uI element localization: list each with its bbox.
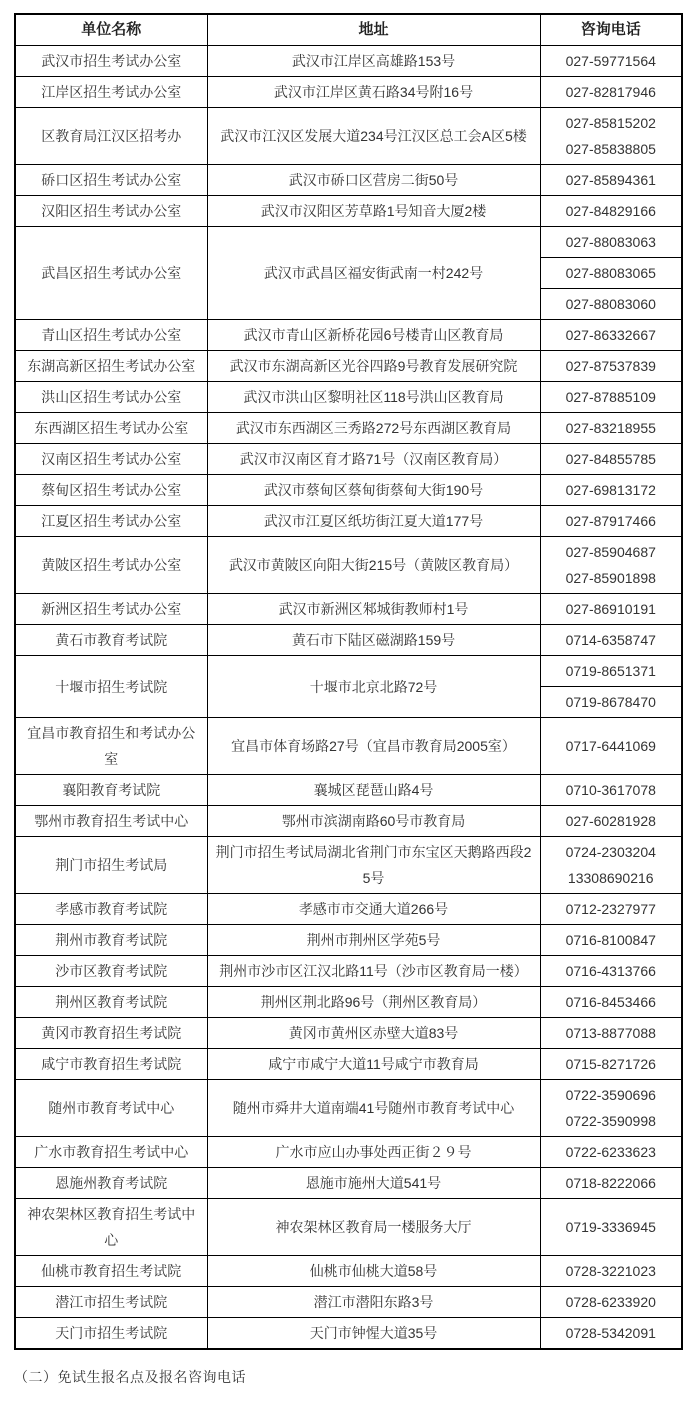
- phone-cell: 0719-8651371: [540, 656, 682, 687]
- address-cell: 武汉市东湖高新区光谷四路9号教育发展研究院: [207, 351, 540, 382]
- phone-cell: 027-88083060: [540, 289, 682, 320]
- unit-name-cell: 神农架林区教育招生考试中心: [15, 1199, 207, 1256]
- unit-name-cell: 仙桃市教育招生考试院: [15, 1256, 207, 1287]
- phone-number: 027-85904687: [565, 544, 656, 560]
- unit-name-cell: 十堰市招生考试院: [15, 656, 207, 718]
- phone-number: 0724-2303204: [565, 844, 656, 860]
- address-cell: 武汉市江夏区纸坊街江夏大道177号: [207, 506, 540, 537]
- phone-cell: [540, 625, 682, 656]
- phone-cell: [540, 1168, 682, 1199]
- address-cell: 武汉市武昌区福安街武南一村242号: [207, 227, 540, 320]
- address-cell: 武汉市硚口区营房二街50号: [207, 165, 540, 196]
- header-unit-name: 单位名称: [15, 14, 207, 46]
- table-row: [15, 475, 682, 506]
- address-cell: 武汉市江岸区黄石路34号附16号: [207, 77, 540, 108]
- phone-number: 0710-3617078: [565, 782, 656, 798]
- phone-cell: [540, 1256, 682, 1287]
- unit-name-cell: 区教育局江汉区招考办: [15, 108, 207, 165]
- phone-cell: [540, 1287, 682, 1318]
- phone-cell: [540, 987, 682, 1018]
- phone-cell: [540, 1080, 682, 1137]
- table-row: [15, 625, 682, 656]
- unit-name-cell: 黄石市教育考试院: [15, 625, 207, 656]
- phone-number: 027-60281928: [565, 813, 656, 829]
- phone-number: 027-69813172: [565, 482, 656, 498]
- address-cell: 孝感市市交通大道266号: [207, 894, 540, 925]
- unit-name-cell: 江夏区招生考试办公室: [15, 506, 207, 537]
- unit-name-cell: 天门市招生考试院: [15, 1318, 207, 1350]
- header-phone: 咨询电话: [540, 14, 682, 46]
- phone-number: 027-87537839: [565, 358, 656, 374]
- table-row: [15, 196, 682, 227]
- phone-cell: [540, 894, 682, 925]
- unit-name-cell: 鄂州市教育招生考试中心: [15, 806, 207, 837]
- phone-number: 027-84829166: [565, 203, 656, 219]
- unit-name-cell: 新洲区招生考试办公室: [15, 594, 207, 625]
- phone-number: 0728-5342091: [565, 1325, 656, 1341]
- table-row: [15, 77, 682, 108]
- phone-number: 0716-4313766: [565, 963, 656, 979]
- phone-cell: [540, 718, 682, 775]
- phone-cell: [540, 1137, 682, 1168]
- address-cell: 鄂州市滨湖南路60号市教育局: [207, 806, 540, 837]
- address-cell: 武汉市新洲区邾城街教师村1号: [207, 594, 540, 625]
- table-row: [15, 165, 682, 196]
- unit-name-cell: 黄冈市教育招生考试院: [15, 1018, 207, 1049]
- address-cell: 黄冈市黄州区赤壁大道83号: [207, 1018, 540, 1049]
- table-row: [15, 320, 682, 351]
- unit-name-cell: 广水市教育招生考试中心: [15, 1137, 207, 1168]
- address-cell: 襄城区琵琶山路4号: [207, 775, 540, 806]
- table-row: [15, 1168, 682, 1199]
- phone-number: 027-82817946: [565, 84, 656, 100]
- table-row: [15, 1080, 682, 1137]
- phone-cell: [540, 1018, 682, 1049]
- phone-cell: [540, 77, 682, 108]
- table-row: [15, 1199, 682, 1256]
- address-cell: 恩施市施州大道541号: [207, 1168, 540, 1199]
- unit-name-cell: 东西湖区招生考试办公室: [15, 413, 207, 444]
- phone-number: 027-86910191: [565, 601, 656, 617]
- phone-number: 027-59771564: [565, 53, 656, 69]
- unit-name-cell: 恩施州教育考试院: [15, 1168, 207, 1199]
- address-cell: 随州市舜井大道南端41号随州市教育考试中心: [207, 1080, 540, 1137]
- address-cell: 武汉市江汉区发展大道234号江汉区总工会A区5楼: [207, 108, 540, 165]
- table-row: [15, 351, 682, 382]
- table-row: [15, 956, 682, 987]
- unit-name-cell: 汉南区招生考试办公室: [15, 444, 207, 475]
- phone-cell: [540, 506, 682, 537]
- phone-cell: [540, 444, 682, 475]
- phone-cell: 027-88083065: [540, 258, 682, 289]
- phone-cell: [540, 165, 682, 196]
- contact-table: [14, 13, 683, 1350]
- table-row: [15, 227, 682, 258]
- table-row: [15, 382, 682, 413]
- unit-name-cell: 宜昌市教育招生和考试办公室: [15, 718, 207, 775]
- phone-cell: [540, 956, 682, 987]
- address-cell: 武汉市江岸区高雄路153号: [207, 46, 540, 77]
- address-cell: 武汉市黄陂区向阳大街215号（黄陂区教育局）: [207, 537, 540, 594]
- unit-name-cell: 江岸区招生考试办公室: [15, 77, 207, 108]
- address-cell: 广水市应山办事处西正街２９号: [207, 1137, 540, 1168]
- phone-cell: [540, 837, 682, 894]
- unit-name-cell: 蔡甸区招生考试办公室: [15, 475, 207, 506]
- phone-cell: [540, 594, 682, 625]
- phone-cell: [540, 1049, 682, 1080]
- unit-name-cell: 硚口区招生考试办公室: [15, 165, 207, 196]
- table-row: [15, 1018, 682, 1049]
- table-row: [15, 594, 682, 625]
- unit-name-cell: 洪山区招生考试办公室: [15, 382, 207, 413]
- address-cell: 荆州市沙市区江汉北路11号（沙市区教育局一楼）: [207, 956, 540, 987]
- table-row: [15, 506, 682, 537]
- phone-cell: 027-88083063: [540, 227, 682, 258]
- phone-cell: [540, 413, 682, 444]
- unit-name-cell: 武汉市招生考试办公室: [15, 46, 207, 77]
- phone-number: 027-87917466: [565, 513, 656, 529]
- phone-cell: [540, 351, 682, 382]
- phone-cell: [540, 108, 682, 165]
- phone-number: 027-83218955: [565, 420, 656, 436]
- table-row: [15, 656, 682, 687]
- phone-cell: [540, 382, 682, 413]
- header-row: [15, 14, 682, 46]
- table-row: [15, 444, 682, 475]
- table-row: [15, 718, 682, 775]
- phone-cell: [540, 806, 682, 837]
- address-cell: 武汉市青山区新桥花园6号楼青山区教育局: [207, 320, 540, 351]
- phone-number: 027-85894361: [565, 172, 656, 188]
- unit-name-cell: 咸宁市教育招生考试院: [15, 1049, 207, 1080]
- unit-name-cell: 荆州区教育考试院: [15, 987, 207, 1018]
- unit-name-cell: 潜江市招生考试院: [15, 1287, 207, 1318]
- address-cell: 仙桃市仙桃大道58号: [207, 1256, 540, 1287]
- phone-number: 0722-6233623: [565, 1144, 656, 1160]
- phone-number: 0715-8271726: [565, 1056, 656, 1072]
- unit-name-cell: 襄阳教育考试院: [15, 775, 207, 806]
- phone-number: 0728-6233920: [565, 1294, 656, 1310]
- phone-cell: [540, 1318, 682, 1350]
- table-row: [15, 537, 682, 594]
- address-cell: 武汉市汉南区育才路71号（汉南区教育局）: [207, 444, 540, 475]
- address-cell: 黄石市下陆区磁湖路159号: [207, 625, 540, 656]
- table-row: [15, 1318, 682, 1350]
- phone-number: 0717-6441069: [565, 738, 656, 754]
- table-row: [15, 894, 682, 925]
- table-header: [15, 14, 682, 46]
- phone-number: 0712-2327977: [565, 901, 656, 917]
- phone-cell: [540, 320, 682, 351]
- phone-number: 0722-3590998: [565, 1113, 656, 1129]
- table-row: [15, 413, 682, 444]
- unit-name-cell: 随州市教育考试中心: [15, 1080, 207, 1137]
- phone-cell: [540, 775, 682, 806]
- unit-name-cell: 荆门市招生考试局: [15, 837, 207, 894]
- address-cell: 天门市钟惺大道35号: [207, 1318, 540, 1350]
- table-row: [15, 837, 682, 894]
- table-row: [15, 1049, 682, 1080]
- address-cell: 荆州市荆州区学苑5号: [207, 925, 540, 956]
- table-row: [15, 46, 682, 77]
- table-row: [15, 987, 682, 1018]
- phone-number: 0716-8100847: [565, 932, 656, 948]
- unit-name-cell: 孝感市教育考试院: [15, 894, 207, 925]
- phone-cell: [540, 1199, 682, 1256]
- address-cell: 武汉市洪山区黎明社区118号洪山区教育局: [207, 382, 540, 413]
- phone-cell: [540, 196, 682, 227]
- phone-number: 13308690216: [567, 870, 654, 886]
- phone-number: 027-87885109: [565, 389, 656, 405]
- phone-number: 0713-8877088: [565, 1025, 656, 1041]
- table-row: [15, 1287, 682, 1318]
- table-body: [15, 46, 682, 1350]
- address-cell: 潜江市潜阳东路3号: [207, 1287, 540, 1318]
- table-row: [15, 806, 682, 837]
- unit-name-cell: 武昌区招生考试办公室: [15, 227, 207, 320]
- phone-number: 027-85901898: [565, 570, 656, 586]
- table-row: [15, 775, 682, 806]
- address-cell: 武汉市汉阳区芳草路1号知音大厦2楼: [207, 196, 540, 227]
- phone-number: 027-85815202: [565, 115, 656, 131]
- address-cell: 咸宁市咸宁大道11号咸宁市教育局: [207, 1049, 540, 1080]
- table-row: [15, 108, 682, 165]
- table-row: [15, 1137, 682, 1168]
- unit-name-cell: 黄陂区招生考试办公室: [15, 537, 207, 594]
- phone-number: 027-86332667: [565, 327, 656, 343]
- phone-number: 0714-6358747: [565, 632, 656, 648]
- phone-number: 0728-3221023: [565, 1263, 656, 1279]
- section-caption: （二）免试生报名点及报名咨询电话: [14, 1369, 246, 1385]
- phone-cell: [540, 925, 682, 956]
- address-cell: 神农架林区教育局一楼服务大厅: [207, 1199, 540, 1256]
- phone-number: 0722-3590696: [565, 1087, 656, 1103]
- address-cell: 武汉市蔡甸区蔡甸街蔡甸大街190号: [207, 475, 540, 506]
- phone-cell: [540, 475, 682, 506]
- phone-number: 0716-8453466: [565, 994, 656, 1010]
- address-cell: 十堰市北京北路72号: [207, 656, 540, 718]
- unit-name-cell: 汉阳区招生考试办公室: [15, 196, 207, 227]
- phone-number: 0719-3336945: [565, 1219, 656, 1235]
- header-address: 地址: [207, 14, 540, 46]
- unit-name-cell: 青山区招生考试办公室: [15, 320, 207, 351]
- table-row: [15, 925, 682, 956]
- address-cell: 宜昌市体育场路27号（宜昌市教育局2005室）: [207, 718, 540, 775]
- unit-name-cell: 东湖高新区招生考试办公室: [15, 351, 207, 382]
- phone-cell: [540, 46, 682, 77]
- unit-name-cell: 沙市区教育考试院: [15, 956, 207, 987]
- phone-cell: [540, 537, 682, 594]
- address-cell: 荆门市招生考试局湖北省荆门市东宝区天鹅路西段25号: [207, 837, 540, 894]
- phone-cell: 0719-8678470: [540, 687, 682, 718]
- phone-number: 027-85838805: [565, 141, 656, 157]
- phone-number: 027-84855785: [565, 451, 656, 467]
- address-cell: 武汉市东西湖区三秀路272号东西湖区教育局: [207, 413, 540, 444]
- table-row: [15, 1256, 682, 1287]
- address-cell: 荆州区荆北路96号（荆州区教育局）: [207, 987, 540, 1018]
- phone-number: 0718-8222066: [565, 1175, 656, 1191]
- unit-name-cell: 荆州市教育考试院: [15, 925, 207, 956]
